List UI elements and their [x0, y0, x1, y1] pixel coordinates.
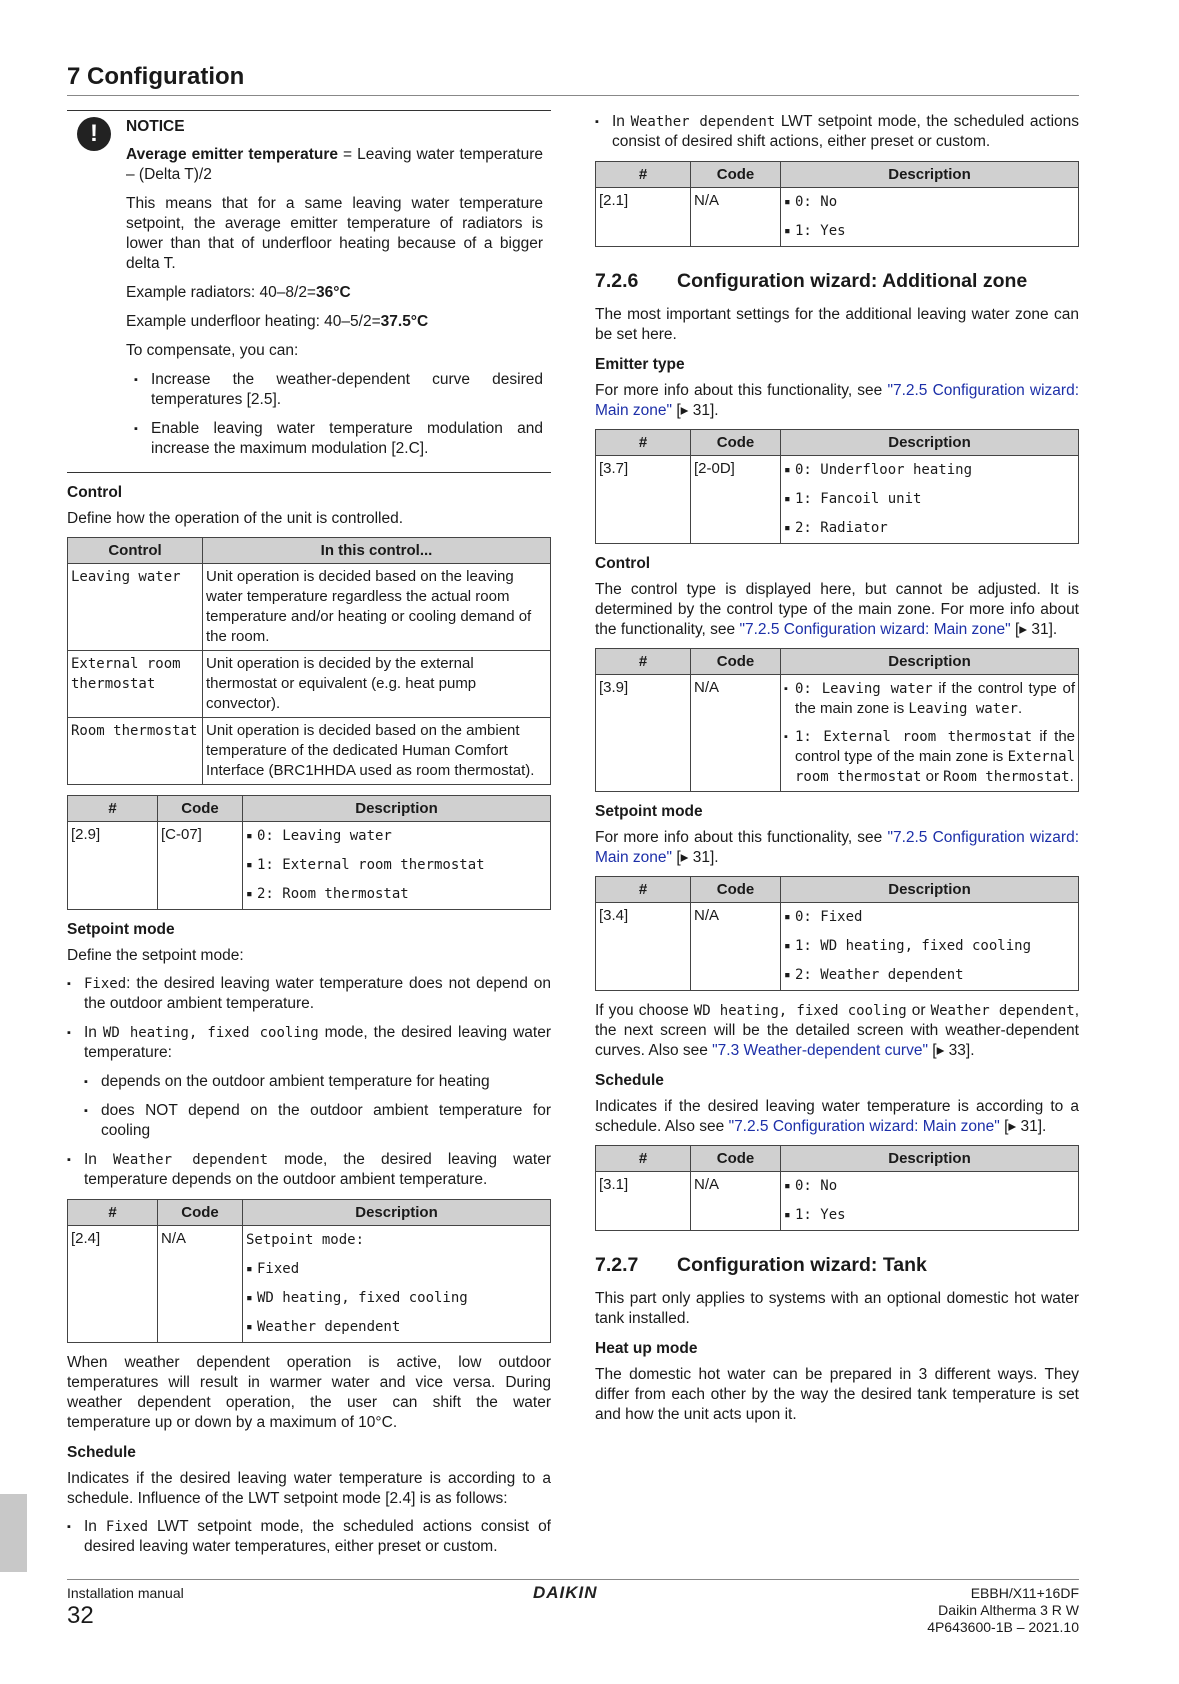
chapter-tab — [0, 1494, 27, 1572]
notice-title: NOTICE — [126, 118, 185, 135]
daikin-logo: DAIKIN — [533, 1583, 598, 1602]
list-item: ▪ In Weather dependent mode, the desired leaving water temperature depends on the outdoor ambient temperature. — [67, 1150, 551, 1190]
emitter-code-table — [595, 429, 1079, 544]
zone-setpoint-table — [595, 876, 1079, 991]
notice-box — [67, 110, 551, 473]
table-header: Code — [691, 877, 781, 903]
main-zone-link[interactable]: "7.2.5 Configuration wizard: Main zone" — [728, 1118, 1000, 1135]
setpoint-intro: Define the setpoint mode: — [67, 947, 244, 964]
table-row: [3.1] N/A ▪ 0: No ▪ 1: Yes — [596, 1172, 1079, 1231]
schedule-list — [67, 1517, 551, 1557]
table-row: [3.9] N/A ▪ 0: Leaving water if the control type of the main zone is Leaving water. ▪ 1: External room thermostat if the control type of the main zone is External room thermostat or Room thermostat. — [596, 675, 1079, 792]
table-header: Description — [781, 430, 1079, 456]
zone-schedule-table — [595, 1145, 1079, 1231]
table-header: # — [596, 162, 691, 188]
heat-up-text: The domestic hot water can be prepared in 3 different ways. They differ from each other by the way the desired tank temperature is set and how the unit acts upon it. — [595, 1366, 1079, 1423]
table-header: # — [68, 796, 158, 822]
table-header: Description — [243, 796, 551, 822]
table-row: Leaving water Unit operation is decided based on the leaving water temperature regardless the actual room temperature and/or heating or cooling demand of the room. — [68, 564, 551, 651]
table-row: [2.9] [C-07] ▪ 0: Leaving water ▪ 1: External room thermostat ▪ 2: Room thermostat — [68, 822, 551, 910]
table-header: Control — [68, 538, 203, 564]
table-row: [3.7] [2-0D] ▪ 0: Underfloor heating ▪ 1: Fancoil unit ▪ 2: Radiator — [596, 456, 1079, 544]
list-item: ▪ Fixed: the desired leaving water temperature does not depend on the outdoor ambient temperature. — [67, 974, 551, 1014]
choose-note: If you choose WD heating, fixed cooling or Weather dependent, the next screen will be the detailed screen with weather-dependent curves. Also see "7.3 Weather-dependent curve" [▸ 33]. — [595, 1002, 1079, 1059]
control-code-table — [67, 795, 551, 910]
section-additional-zone: 7.2.6 Configuration wizard: Additional zone — [595, 270, 1028, 292]
table-header: Description — [781, 649, 1079, 675]
page-number: 32 — [67, 1602, 94, 1629]
schedule-heading: Schedule — [67, 1444, 136, 1461]
main-zone-link[interactable]: "7.2.5 Configuration wizard: Main zone" — [739, 621, 1011, 638]
table-header: Code — [691, 1146, 781, 1172]
zone-intro: The most important settings for the additional leaving water zone can be set here. — [595, 306, 1079, 343]
table-header: Code — [158, 796, 243, 822]
warning-icon: ! — [77, 117, 111, 151]
list-item: ▪ In Fixed LWT setpoint mode, the scheduled actions consist of desired leaving water temperatures, either preset or custom. — [67, 1517, 551, 1557]
list-item: ▪ Increase the weather-dependent curve desired temperatures [2.5]. — [126, 370, 543, 410]
table-row: [3.4] N/A ▪ 0: Fixed ▪ 1: WD heating, fixed cooling ▪ 2: Weather dependent — [596, 903, 1079, 991]
table-header: Code — [691, 162, 781, 188]
table-header: Code — [158, 1200, 243, 1226]
table-row: Room thermostat Unit operation is decided based on the ambient temperature of the dedicated Human Comfort Interface (BRC1HHDA used as room thermostat). — [68, 718, 551, 785]
table-row: [2.4] N/A Setpoint mode: ▪ Fixed ▪ WD heating, fixed cooling ▪ Weather dependent — [68, 1226, 551, 1343]
table-header: # — [596, 1146, 691, 1172]
footer-doc-type: Installation manual — [67, 1585, 184, 1601]
table-header: Description — [781, 162, 1079, 188]
compensate-text: To compensate, you can: — [126, 342, 299, 359]
table-header: # — [596, 649, 691, 675]
right-column — [595, 110, 1079, 1433]
table-header: In this control... — [203, 538, 551, 564]
schedule-list-cont — [595, 112, 1079, 152]
list-item: ▪ does NOT depend on the outdoor ambient temperature for cooling — [84, 1101, 551, 1141]
table-header: Description — [781, 1146, 1079, 1172]
setpoint-code-table — [67, 1199, 551, 1343]
control-table — [67, 537, 551, 785]
list-item: ▪ depends on the outdoor ambient temperature for heating — [84, 1072, 551, 1092]
list-item: ▪ In WD heating, fixed cooling mode, the desired leaving water temperature: ▪ depends on the outdoor ambient temperature for heating ▪ does NOT depend on the outdoor ambient temperature for cooling — [67, 1023, 551, 1141]
weather-note: When weather dependent operation is active, low outdoor temperatures will result in warmer water and vice versa. During weather dependent operation, the user can shift the water temperature up or down by a maximum of 10°C. — [67, 1354, 551, 1431]
setpoint-heading: Setpoint mode — [67, 921, 175, 938]
chapter-title: 7 Configuration — [67, 63, 245, 90]
example-underfloor: Example underfloor heating: 40–5/2=37.5°C — [126, 313, 429, 330]
table-row: [2.1] N/A ▪ 0: No ▪ 1: Yes — [596, 188, 1079, 247]
zone-control-text: The control type is displayed here, but cannot be adjusted. It is determined by the control type of the main zone. For more info about the functionality, see "7.2.5 Configuration wizard: Main zone" [▸ 31]. — [595, 581, 1079, 638]
table-row: External room thermostat Unit operation is decided by the external thermostat or equivalent (e.g. heat pump convector). — [68, 651, 551, 718]
emitter-see: For more info about this functionality, see "7.2.5 Configuration wizard: Main zone" [▸ 31]. — [595, 382, 1080, 419]
section-tank: 7.2.7 Configuration wizard: Tank — [595, 1254, 927, 1276]
footer-divider — [67, 1579, 1079, 1580]
table-header: # — [68, 1200, 158, 1226]
tank-intro: This part only applies to systems with an optional domestic hot water tank installed. — [595, 1290, 1079, 1327]
emitter-heading: Emitter type — [595, 356, 685, 373]
table-header: Code — [691, 430, 781, 456]
control-intro: Define how the operation of the unit is controlled. — [67, 510, 404, 527]
table-header: Description — [781, 877, 1079, 903]
table-header: # — [596, 430, 691, 456]
list-item: ▪ Enable leaving water temperature modulation and increase the maximum modulation [2.C]. — [126, 419, 543, 459]
footer-info: EBBH/X11+16DF Daikin Altherma 3 R W 4P643600-1B – 2021.10 — [927, 1585, 1079, 1635]
notice-formula: Average emitter temperature = Leaving water temperature – (Delta T)/2 — [126, 146, 544, 183]
schedule-intro: Indicates if the desired leaving water temperature is according to a schedule. Influence of the LWT setpoint mode [2.4] is as follows: — [67, 1470, 551, 1507]
notice-explanation: This means that for a same leaving water temperature setpoint, the average emitter temperature of radiators is lower than that of underfloor heating because of a bigger delta T. — [126, 195, 543, 272]
schedule-code-table — [595, 161, 1079, 247]
zone-setpoint-heading: Setpoint mode — [595, 803, 703, 820]
setpoint-list — [67, 974, 551, 1190]
zone-schedule-text: Indicates if the desired leaving water temperature is according to a schedule. Also see "7.2.5 Configuration wizard: Main zone" [▸ 31]. — [595, 1098, 1079, 1135]
heat-up-heading: Heat up mode — [595, 1340, 698, 1357]
setpoint-see: For more info about this functionality, see "7.2.5 Configuration wizard: Main zone" [▸ 31]. — [595, 829, 1080, 866]
main-zone-link[interactable]: "7.2.5 Configuration wizard: Main zone" — [595, 382, 1080, 419]
chapter-divider — [67, 95, 1079, 96]
compensate-list — [126, 370, 543, 459]
left-column — [67, 110, 551, 1566]
zone-schedule-heading: Schedule — [595, 1072, 664, 1089]
weather-curve-link[interactable]: "7.3 Weather-dependent curve" — [712, 1042, 928, 1059]
main-zone-link[interactable]: "7.2.5 Configuration wizard: Main zone" — [595, 829, 1080, 866]
table-header: # — [596, 877, 691, 903]
zone-control-table — [595, 648, 1079, 792]
example-radiators: Example radiators: 40–8/2=36°C — [126, 284, 351, 301]
zone-control-heading: Control — [595, 555, 651, 572]
list-item: ▪ In Weather dependent LWT setpoint mode, the scheduled actions consist of desired shift actions, either preset or custom. — [595, 112, 1079, 152]
table-header: Description — [243, 1200, 551, 1226]
table-header: Code — [691, 649, 781, 675]
control-heading: Control — [67, 484, 123, 501]
